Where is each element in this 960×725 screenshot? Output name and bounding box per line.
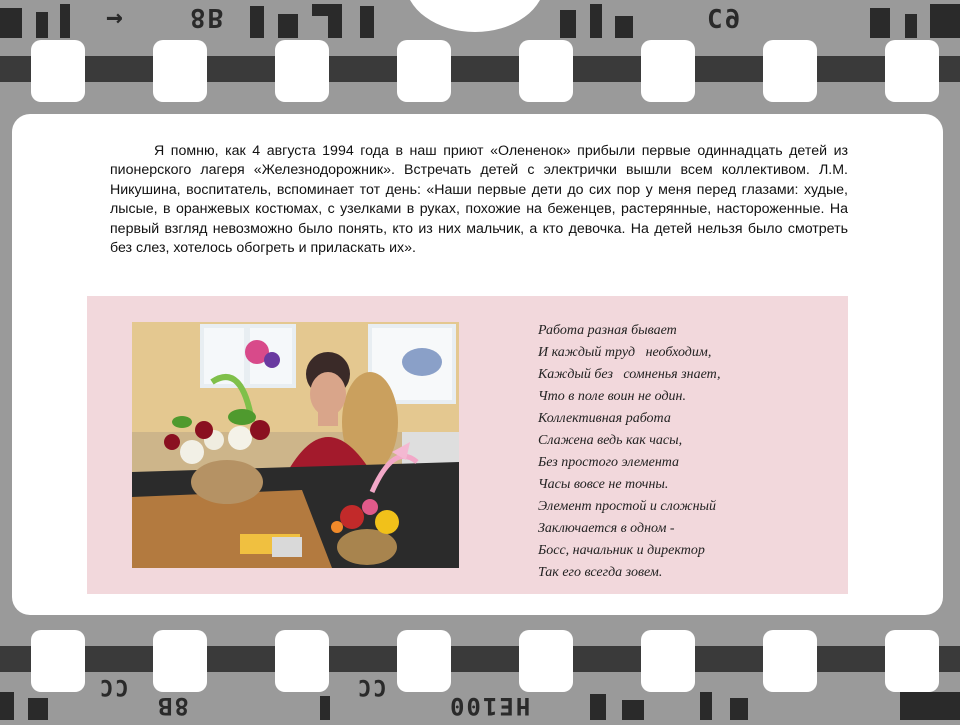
film-hole — [763, 630, 817, 692]
film-hole — [519, 630, 573, 692]
poem-line: Слажена ведь как часы, — [538, 433, 683, 448]
film-hole — [397, 40, 451, 102]
poem-line: Работа разная бывает — [538, 323, 677, 338]
film-hole — [641, 630, 695, 692]
film-hole — [397, 630, 451, 692]
photo-illustration — [132, 322, 459, 568]
top-edge-marks-svg — [0, 0, 960, 40]
story-paragraph — [110, 142, 848, 258]
poem-line: Каждый без сомненья знает, — [538, 367, 721, 382]
edge-mark-8b-bottom: 8B — [156, 692, 189, 720]
film-hole — [885, 630, 939, 692]
edge-mark-he100: HE100 — [448, 692, 531, 720]
edge-mark-c9: C9 — [707, 2, 743, 32]
film-hole — [885, 40, 939, 102]
film-hole — [275, 630, 329, 692]
story-text: Я помню, как 4 августа 1994 года в наш приют «Олененок» прибыли первые одиннадцать детей из пионерского лагеря «Железнодорожник». Встречать детей с электрички вышли всем коллективом. Л.М. Никушина, воспитатель, вспоминает тот день: «Наши первые дети до сих пор у меня перед глазами: худые, лысые, в оранжевых костюмах, с узелками в руках, похожие на беженцев, растерянные, настороженные. На первый взгляд невозможно было понять, кто из них мальчик, а кто девочка. На детей нельзя было смотреть без слез, хотелось обогреть и приласкать их». — [110, 143, 848, 257]
poem-line: Заключается в одном - — [538, 521, 675, 536]
film-hole — [519, 40, 573, 102]
edge-mark-8b: 8B — [190, 2, 226, 32]
film-hole — [641, 40, 695, 102]
film-hole — [153, 40, 207, 102]
film-hole — [31, 630, 85, 692]
poem-line: Часы вовсе не точны. — [538, 477, 669, 492]
poem — [538, 320, 828, 584]
photo-woman-at-desk — [132, 322, 459, 568]
poem-line: Без простого элемента — [538, 455, 680, 470]
poem-line: Что в поле воин не один. — [538, 389, 686, 404]
poem-line: Так его всегда зовем. — [538, 565, 663, 580]
poem-line: И каждый труд необходим, — [538, 345, 712, 360]
edge-mark-cc-mid: CC — [356, 674, 387, 699]
poem-line: Босс, начальник и директор — [538, 543, 705, 558]
film-hole — [31, 40, 85, 102]
top-edge-decor — [0, 0, 960, 40]
edge-mark-cc-left: CC — [98, 674, 129, 699]
film-hole — [763, 40, 817, 102]
film-hole — [153, 630, 207, 692]
film-hole — [275, 40, 329, 102]
edge-arrow-mark: → — [106, 0, 125, 33]
poem-line: Коллективная работа — [538, 411, 671, 426]
poem-line: Элемент простой и сложный — [538, 499, 717, 514]
